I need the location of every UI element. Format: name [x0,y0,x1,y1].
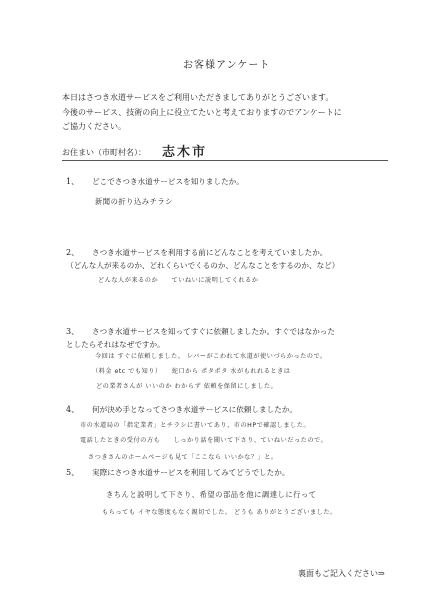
question-1-number: 1、 [66,177,80,186]
page-title: お客様アンケート [183,60,271,71]
intro-line-1: 本日はさつき水道サービスをご利用いただきましてありがとうございます。 [62,93,334,102]
question-2-text-1: さつき水道サービスを利用する前にどんなことを考えていましたか。 [92,248,328,257]
question-5-text: 実際にさつき水道サービスを利用してみてどうでしたか。 [92,468,290,477]
question-3-text-2: としたらそれはなぜですか。 [66,340,165,349]
intro-line-2: 今後のサービス、技術の向上に役立てたいと考えておりますのでアンケートに [62,108,342,117]
question-3-number: 3、 [66,327,80,336]
address-value: 志木市 [162,145,208,160]
question-1-answer: 新聞の折り込みチラシ [95,197,173,206]
question-2-text-2: （どんな人が来るのか、どれくらいでくるのか、どんなことをするのか、など） [66,261,340,270]
question-3-answer-2: （料金 etc でも知り） 蛇口から ポタポタ 水がもれれるときは [92,368,291,375]
intro-line-3: ご協力ください。 [62,122,126,131]
question-4-answer-2: 電話したときの受付の方も しっかり話を聞いて下さり、ていねいだったので。 [80,437,328,444]
question-4-answer-3: さつきさんのホームページも見て「ここなら いいかな？」と。 [88,454,278,461]
question-1-text: どこでさつき水道サービスを知りましたか。 [92,177,244,186]
question-3-answer-3: どの業者さんが いいのか わからず 依頼を保留にしました。 [96,383,278,390]
address-label: お住まい（市町村名）： [62,148,146,157]
address-underline [62,160,388,161]
question-2-answer: どんな人が来るのか ていねいに説明してくれるか [98,277,259,284]
question-5-number: 5、 [66,468,80,477]
footer-note: 裏面もご記入ください⇒ [298,569,385,578]
question-3-text-1: さつき水道サービスを知ってすぐに依頼しましたか。すぐではなかった [92,327,335,336]
question-3-answer-1: 今回は すぐに依頼しました。 レバーがこわれて水道が使いづらかったので。 [95,353,327,360]
question-4-text: 何が決め手となってさつき水道サービスに依頼しましたか。 [92,405,298,414]
question-4-number: 4、 [66,405,80,414]
question-5-answer-2: もらっても イヤな態度もなく親切でした。 どうも ありがとうございました。 [102,509,337,516]
question-2-number: 2、 [66,248,80,257]
question-5-answer-1: きちんと説明して下さり、希望の部品を他に調達しに行って [106,490,317,499]
question-4-answer-1: 市の水道局の「指定業者」とチラシに書いてあり、市のHPで確認しました。 [80,422,311,429]
